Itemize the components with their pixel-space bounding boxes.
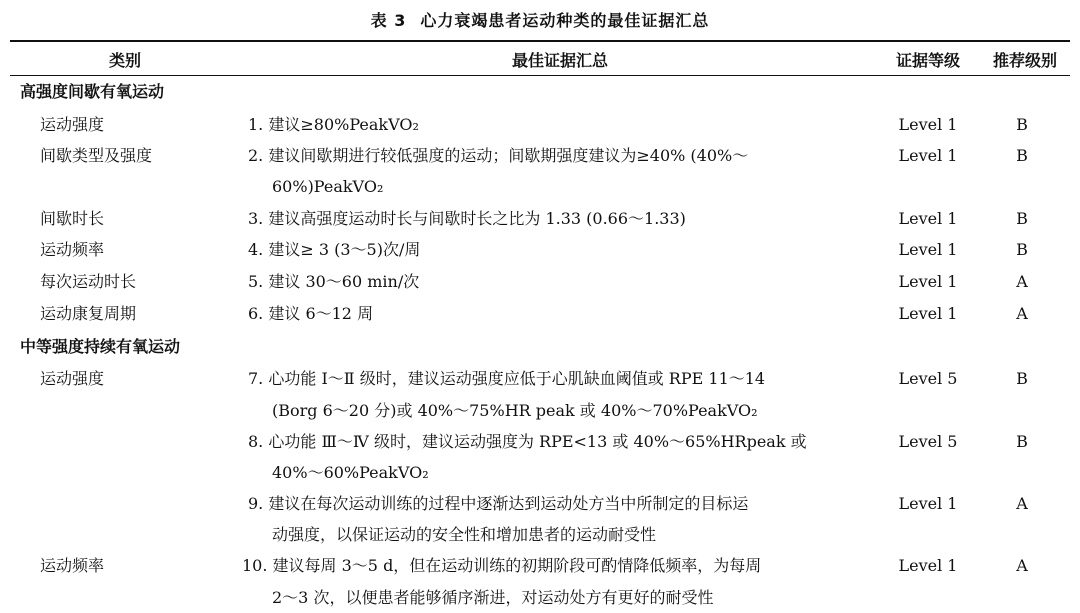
header-level: 证据等级: [895, 51, 960, 70]
row-level: Level 5: [898, 369, 958, 388]
row-evidence: 4. 建议≥ 3 (3～5)次/周: [248, 240, 421, 259]
row-category: 运动强度: [40, 369, 105, 388]
row-level: Level 1: [898, 272, 958, 291]
row-evidence: 1. 建议≥80%PeakVO₂: [248, 115, 419, 134]
row-evidence: 8. 心功能 Ⅲ～Ⅳ 级时，建议运动强度为 RPE<13 或 40%～65%HRpeak 或: [248, 432, 807, 451]
row-evidence-continued: 60%)PeakVO₂: [272, 177, 384, 196]
row-category: 运动频率: [40, 556, 105, 575]
row-level: Level 1: [898, 209, 958, 228]
row-recommendation: A: [1016, 304, 1028, 323]
row-evidence: 2. 建议间歇期进行较低强度的运动；间歇期强度建议为≥40% (40%～: [248, 146, 749, 165]
row-level: Level 1: [898, 115, 958, 134]
row-category: 运动频率: [40, 240, 105, 259]
row-category: 运动强度: [40, 115, 105, 134]
row-level: Level 1: [898, 146, 958, 165]
row-evidence-continued: 动强度，以保证运动的安全性和增加患者的运动耐受性: [272, 525, 657, 544]
row-evidence: 7. 心功能 Ⅰ～Ⅱ 级时，建议运动强度应低于心肌缺血阈值或 RPE 11～14: [248, 369, 766, 388]
header-evidence: 最佳证据汇总: [511, 51, 608, 70]
group-title-hiit: 高强度间歇有氧运动: [20, 82, 165, 101]
row-evidence-continued: (Borg 6～20 分)或 40%～75%HR peak 或 40%～70%PeakVO₂: [272, 401, 758, 420]
row-category: 运动康复周期: [40, 304, 137, 323]
row-category: 间歇类型及强度: [40, 146, 153, 165]
row-category: 间歇时长: [40, 209, 105, 228]
header-rule: [10, 75, 1070, 76]
row-recommendation: A: [1016, 494, 1028, 513]
row-evidence: 9. 建议在每次运动训练的过程中逐渐达到运动处方当中所制定的目标运: [248, 494, 749, 513]
row-recommendation: B: [1016, 240, 1028, 259]
row-recommendation: B: [1016, 369, 1028, 388]
row-level: Level 1: [898, 304, 958, 323]
row-evidence-continued: 40%～60%PeakVO₂: [272, 463, 429, 482]
row-recommendation: B: [1016, 432, 1028, 451]
header-category: 类别: [108, 51, 141, 70]
row-evidence: 10. 建议每周 3～5 d，但在运动训练的初期阶段可酌情降低频率，为每周: [242, 556, 762, 575]
row-recommendation: A: [1016, 556, 1028, 575]
row-recommendation: B: [1016, 209, 1028, 228]
row-category: 每次运动时长: [40, 272, 137, 291]
top-rule: [10, 40, 1070, 42]
group-title-mict: 中等强度持续有氧运动: [20, 337, 181, 356]
row-evidence-continued: 2～3 次，以便患者能够循序渐进，对运动处方有更好的耐受性: [272, 588, 714, 607]
row-recommendation: B: [1016, 146, 1028, 165]
table-caption-title: 心力衰竭患者运动种类的最佳证据汇总: [420, 11, 710, 30]
row-evidence: 3. 建议高强度运动时长与间歇时长之比为 1.33 (0.66～1.33): [248, 209, 686, 228]
row-evidence: 6. 建议 6～12 周: [248, 304, 374, 323]
table-caption: [0, 8, 1080, 31]
row-level: Level 1: [898, 240, 958, 259]
header-recommendation: 推荐级别: [992, 51, 1057, 70]
row-level: Level 1: [898, 494, 958, 513]
row-level: Level 1: [898, 556, 958, 575]
row-evidence: 5. 建议 30～60 min/次: [248, 272, 420, 291]
row-level: Level 5: [898, 432, 958, 451]
row-recommendation: B: [1016, 115, 1028, 134]
row-recommendation: A: [1016, 272, 1028, 291]
table-caption-number: 表 3: [370, 11, 407, 30]
